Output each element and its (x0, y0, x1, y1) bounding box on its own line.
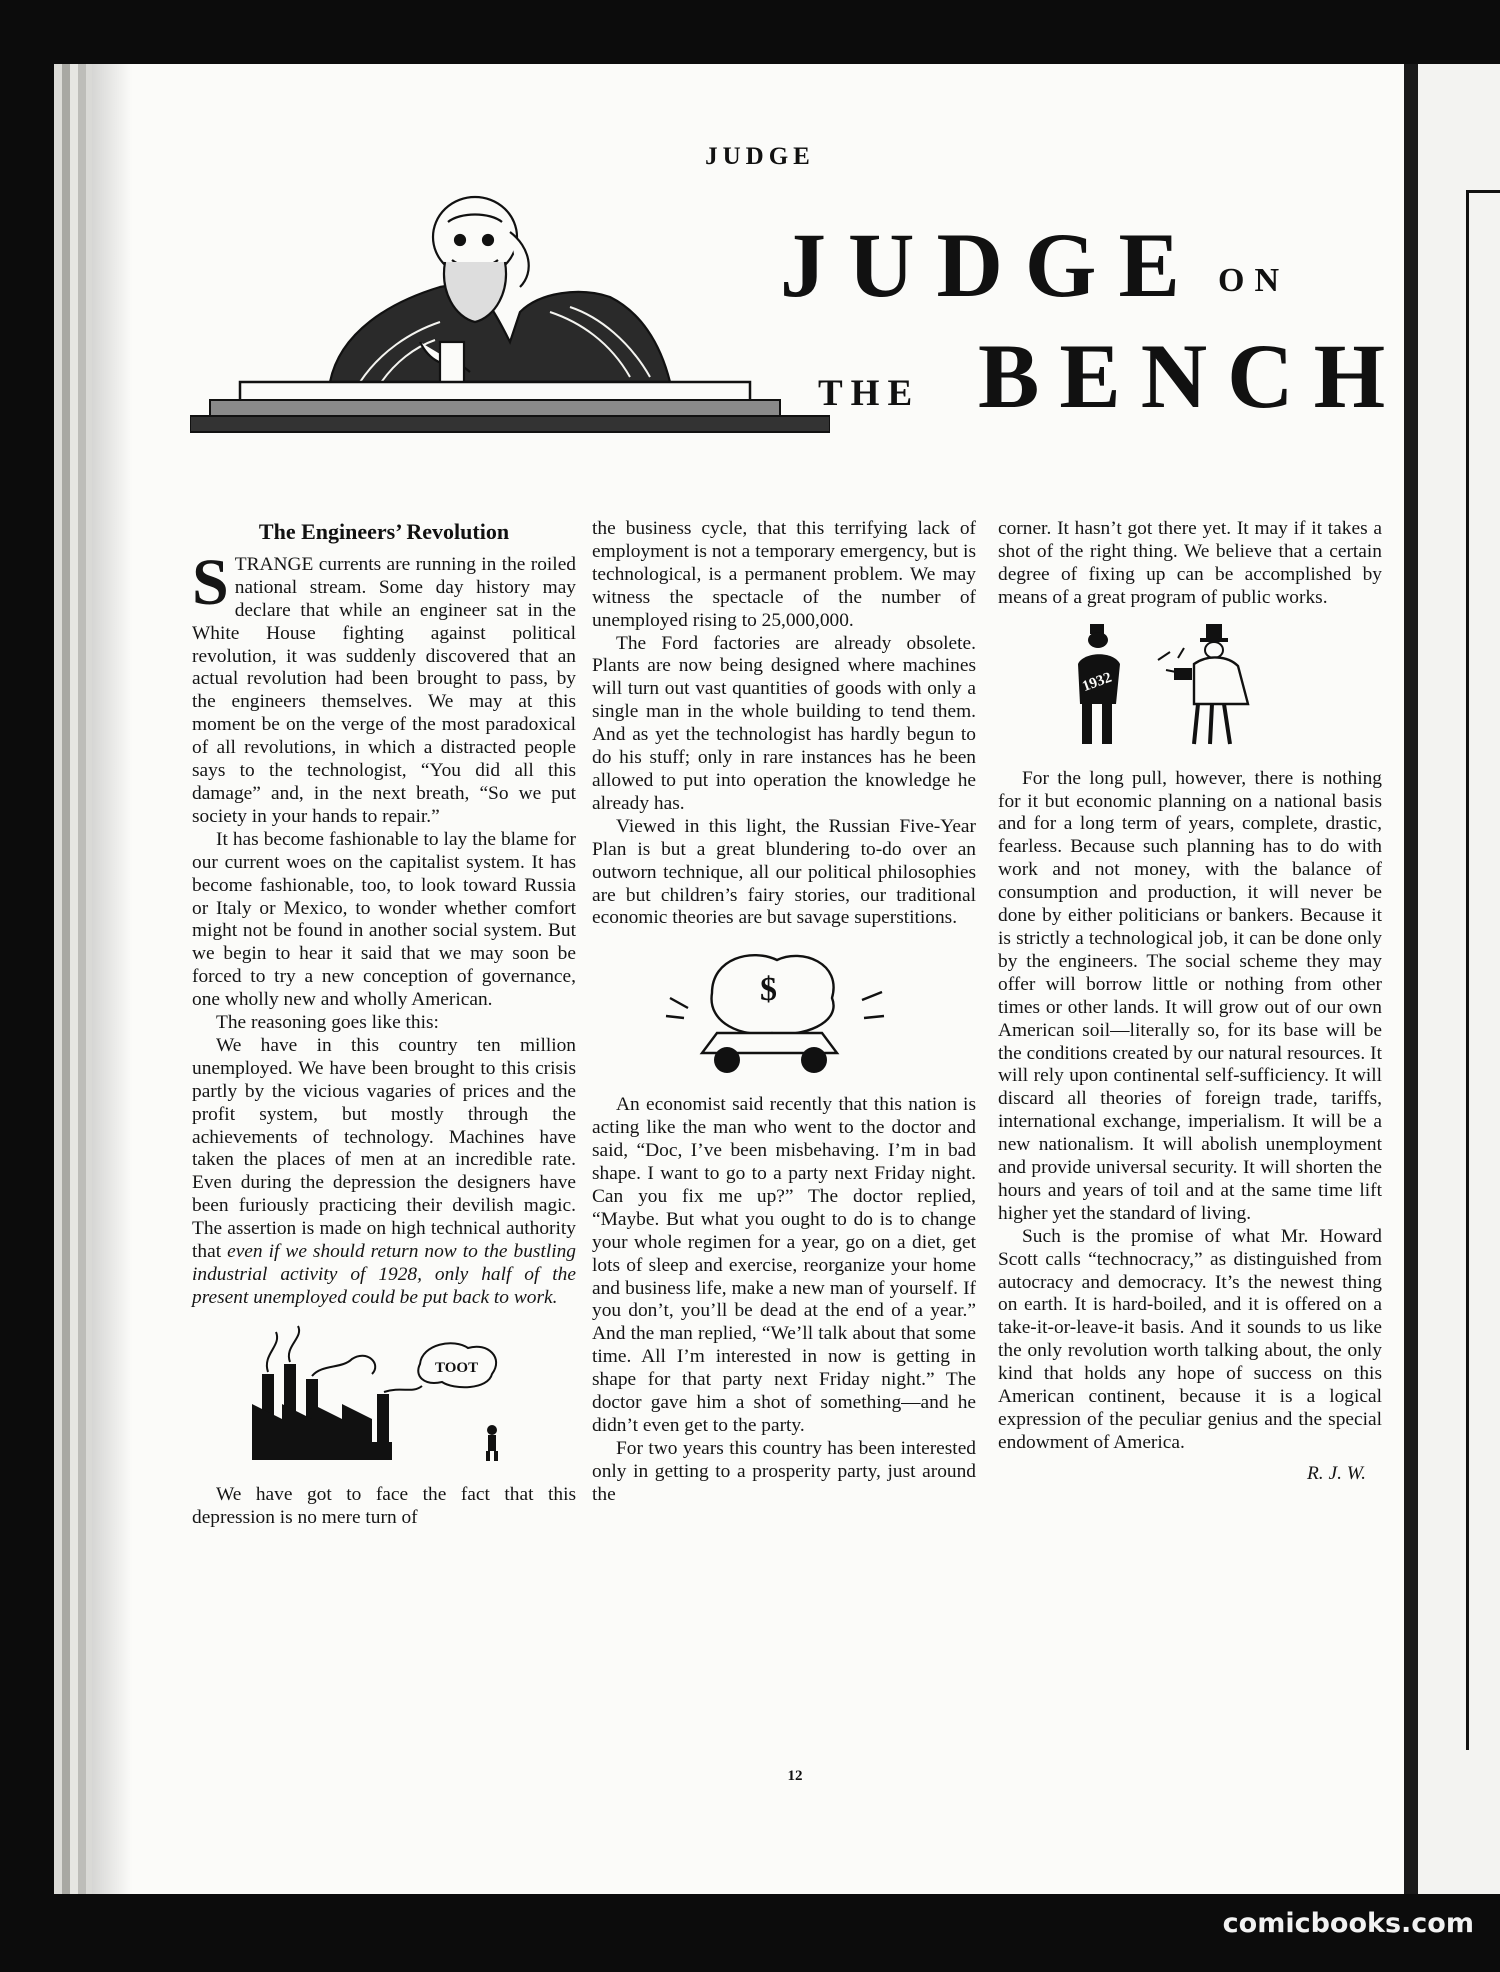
spine-shadow (92, 64, 132, 1894)
col2-paragraph-4: An economist said recently that this nation is acting like the man who went to the doctor and said, “Doc, I’ve been misbehaving. I’m in bad shape. I want to go to a party next Friday night. Can you fix me up?” The doctor replied, “Maybe. But what you ought to do is to change your whole regimen for a year, go on a diet, get lots of sleep and exercise, reorganize your home and business life, make a new man of yourself. If you don’t, you’ll be dead at the end of a year.” And the man replied, “We’ll talk about that some time. All I’m interested in now is getting in shape for that party next Friday night.” The doctor gave him a shot of something—and he didn’t even get to the party. (592, 1094, 976, 1436)
judge-figure (330, 197, 670, 384)
bench-desk (190, 382, 830, 432)
drop-cap: S (192, 545, 229, 619)
col2-paragraph-1: the business cycle, that this terrifying lack of employment is not a temporary emergency, but is technological, is a permanent problem. We may witness the spectacle of the number of unemployed rising to 25,000,000. (592, 518, 976, 631)
next-page-border (1466, 190, 1469, 1750)
drop-cap-smallcaps: TRANGE (234, 553, 314, 575)
page-gutter (1404, 64, 1418, 1894)
col1-paragraph-1 (192, 545, 576, 829)
small-worker-figure (486, 1425, 498, 1461)
toot-balloon (418, 1343, 496, 1387)
car-wheel-right (801, 1047, 827, 1073)
title-the: THE (818, 373, 921, 414)
article-column-1 (192, 518, 576, 1530)
col1-paragraph-2: It has become fashionable to lay the blame for our current woes on the capitalist system. It has become fashionable, too, to look toward Russia or Italy or Mexico, to wonder whether comfort might not be found in another social system. But we begin to hear it said that we may soon be forced to try a new conception of governance, one wholly new and wholly American. (192, 828, 576, 1011)
col1-paragraph-3: The reasoning goes like this: (216, 1012, 439, 1034)
next-page-border-corner (1466, 190, 1500, 193)
top-hat-figure (1158, 624, 1248, 744)
col3-paragraph-3: Such is the promise of what Mr. Howard Scott calls “technocracy,” as distinguished from autocracy and democracy. It’s the newest thing on earth. It is hard-boiled, and it is offered on a take-it-or-leave-it basis. And it sounds to us like the only revolution worth talking about, the only kind that holds any hope of success on this American continent, because it is a logical expression of the peculiar genius and the special endowment of America. (998, 1225, 1382, 1453)
article-heading: The Engineers’ Revolution (258, 519, 510, 544)
moneybag-car-illustration (592, 938, 976, 1088)
title-bench: BENCH (978, 325, 1406, 427)
author-signature: R. J. W. (1306, 1462, 1366, 1484)
next-page-edge (1418, 64, 1500, 1894)
page-number: 12 (787, 1768, 803, 1784)
dollar-sign: $ (760, 971, 777, 1009)
col2-paragraph-2: The Ford factories are already obsolete. Plants are now being designed where machines will turn out vast quantities of goods with only a single man in the whole building to tend them. And as yet the technologist has hardly begun to do his stuff; only in rare instances has he been allowed to put into operation the knowledge he already has. (592, 632, 976, 814)
car-wheel-left (714, 1047, 740, 1073)
col3-paragraph-1: corner. It hasn’t got there yet. It may if it takes a shot of the right thing. We believe that a certain degree of fixing up can be accomplished by means of a great program of public works. (998, 518, 1382, 608)
col1-paragraph-4-text: We have in this country ten million unemployed. We have been brought to this crisis partly by the vicious vagaries of prices and the profit system, but mostly through the achievements of technology. Machines have taken the places of men at an incredible rate. Even during the depression the designers have been furiously practicing their devilish magic. The assertion is made on high technical authority that (192, 1034, 576, 1263)
title-on: ON (1218, 262, 1289, 299)
col1-paragraph-5: We have got to face the fact that this depression is no mere turn of (192, 1483, 576, 1528)
col2-paragraph-3: Viewed in this light, the Russian Five-Year Plan is but a great blundering to-do over an outworn technique, all our political philosophies are but children’s fairy stories, our traditional economic theories are but savage superstitions. (592, 815, 976, 929)
col3-paragraph-2: For the long pull, however, there is nothing for it but economic planning on a national basis and for a long term of years, complete, drastic, fearless. Because such planning has to do with work and not money, with the balance of consumption and production, it will never be done by either politicians or bankers. Because it is strictly a technological job, it can be done only by the engineers. The social scheme they may offer will borrow little or nothing from other times or other lands. It will grow out of our own American soil—literally so, for its base will be the conditions created by our natural resources. It will rely upon continental self-sufficiency. It will discard all theories of foreign trade, tariffs, international exchange, imperialism. It will be a new nationalism. It will abolish unemployment and provide universal security. It will shorten the hours and years of toil and at the same time lift higher yet the standard of living. (998, 767, 1382, 1224)
article-column-2 (592, 518, 976, 1507)
factory-illustration (192, 1324, 576, 1474)
figure-1932 (1078, 624, 1120, 744)
toot-text: TOOT (435, 1359, 479, 1376)
running-head: JUDGE (705, 143, 815, 170)
figure-year-label: 1932 (1080, 669, 1114, 695)
col1-paragraph-1-text: currents are running in the roiled national stream. Some day history may declare that while an engineer sat in the White House fighting against political revolution, it was suddenly discovered that an actual revolution had been brought to pass, by the engineers themselves. We may at this moment be on the verge of the most paradoxical of all revolutions, in which a distracted people says to the technologist, “You did all this damage” and, in the next breath, “So we put society in your hands to repair.” (192, 553, 576, 827)
factory-buildings (252, 1364, 392, 1460)
col2-paragraph-5: For two years this country has been interested only in getting to a prosperity party, just around the (592, 1437, 976, 1505)
watermark: comicbooks.com (1222, 1908, 1474, 1939)
col1-paragraph-4 (192, 1035, 576, 1310)
title-judge: JUDGE (780, 214, 1202, 316)
article-column-3 (998, 518, 1382, 1486)
judge-caricature-illustration (190, 192, 830, 482)
col1-paragraph-4-italic: even if we should return now to the bustling industrial activity of 1928, only half of the present unemployed could be put back to work. (192, 1241, 576, 1308)
figures-1932-illustration (998, 624, 1382, 754)
